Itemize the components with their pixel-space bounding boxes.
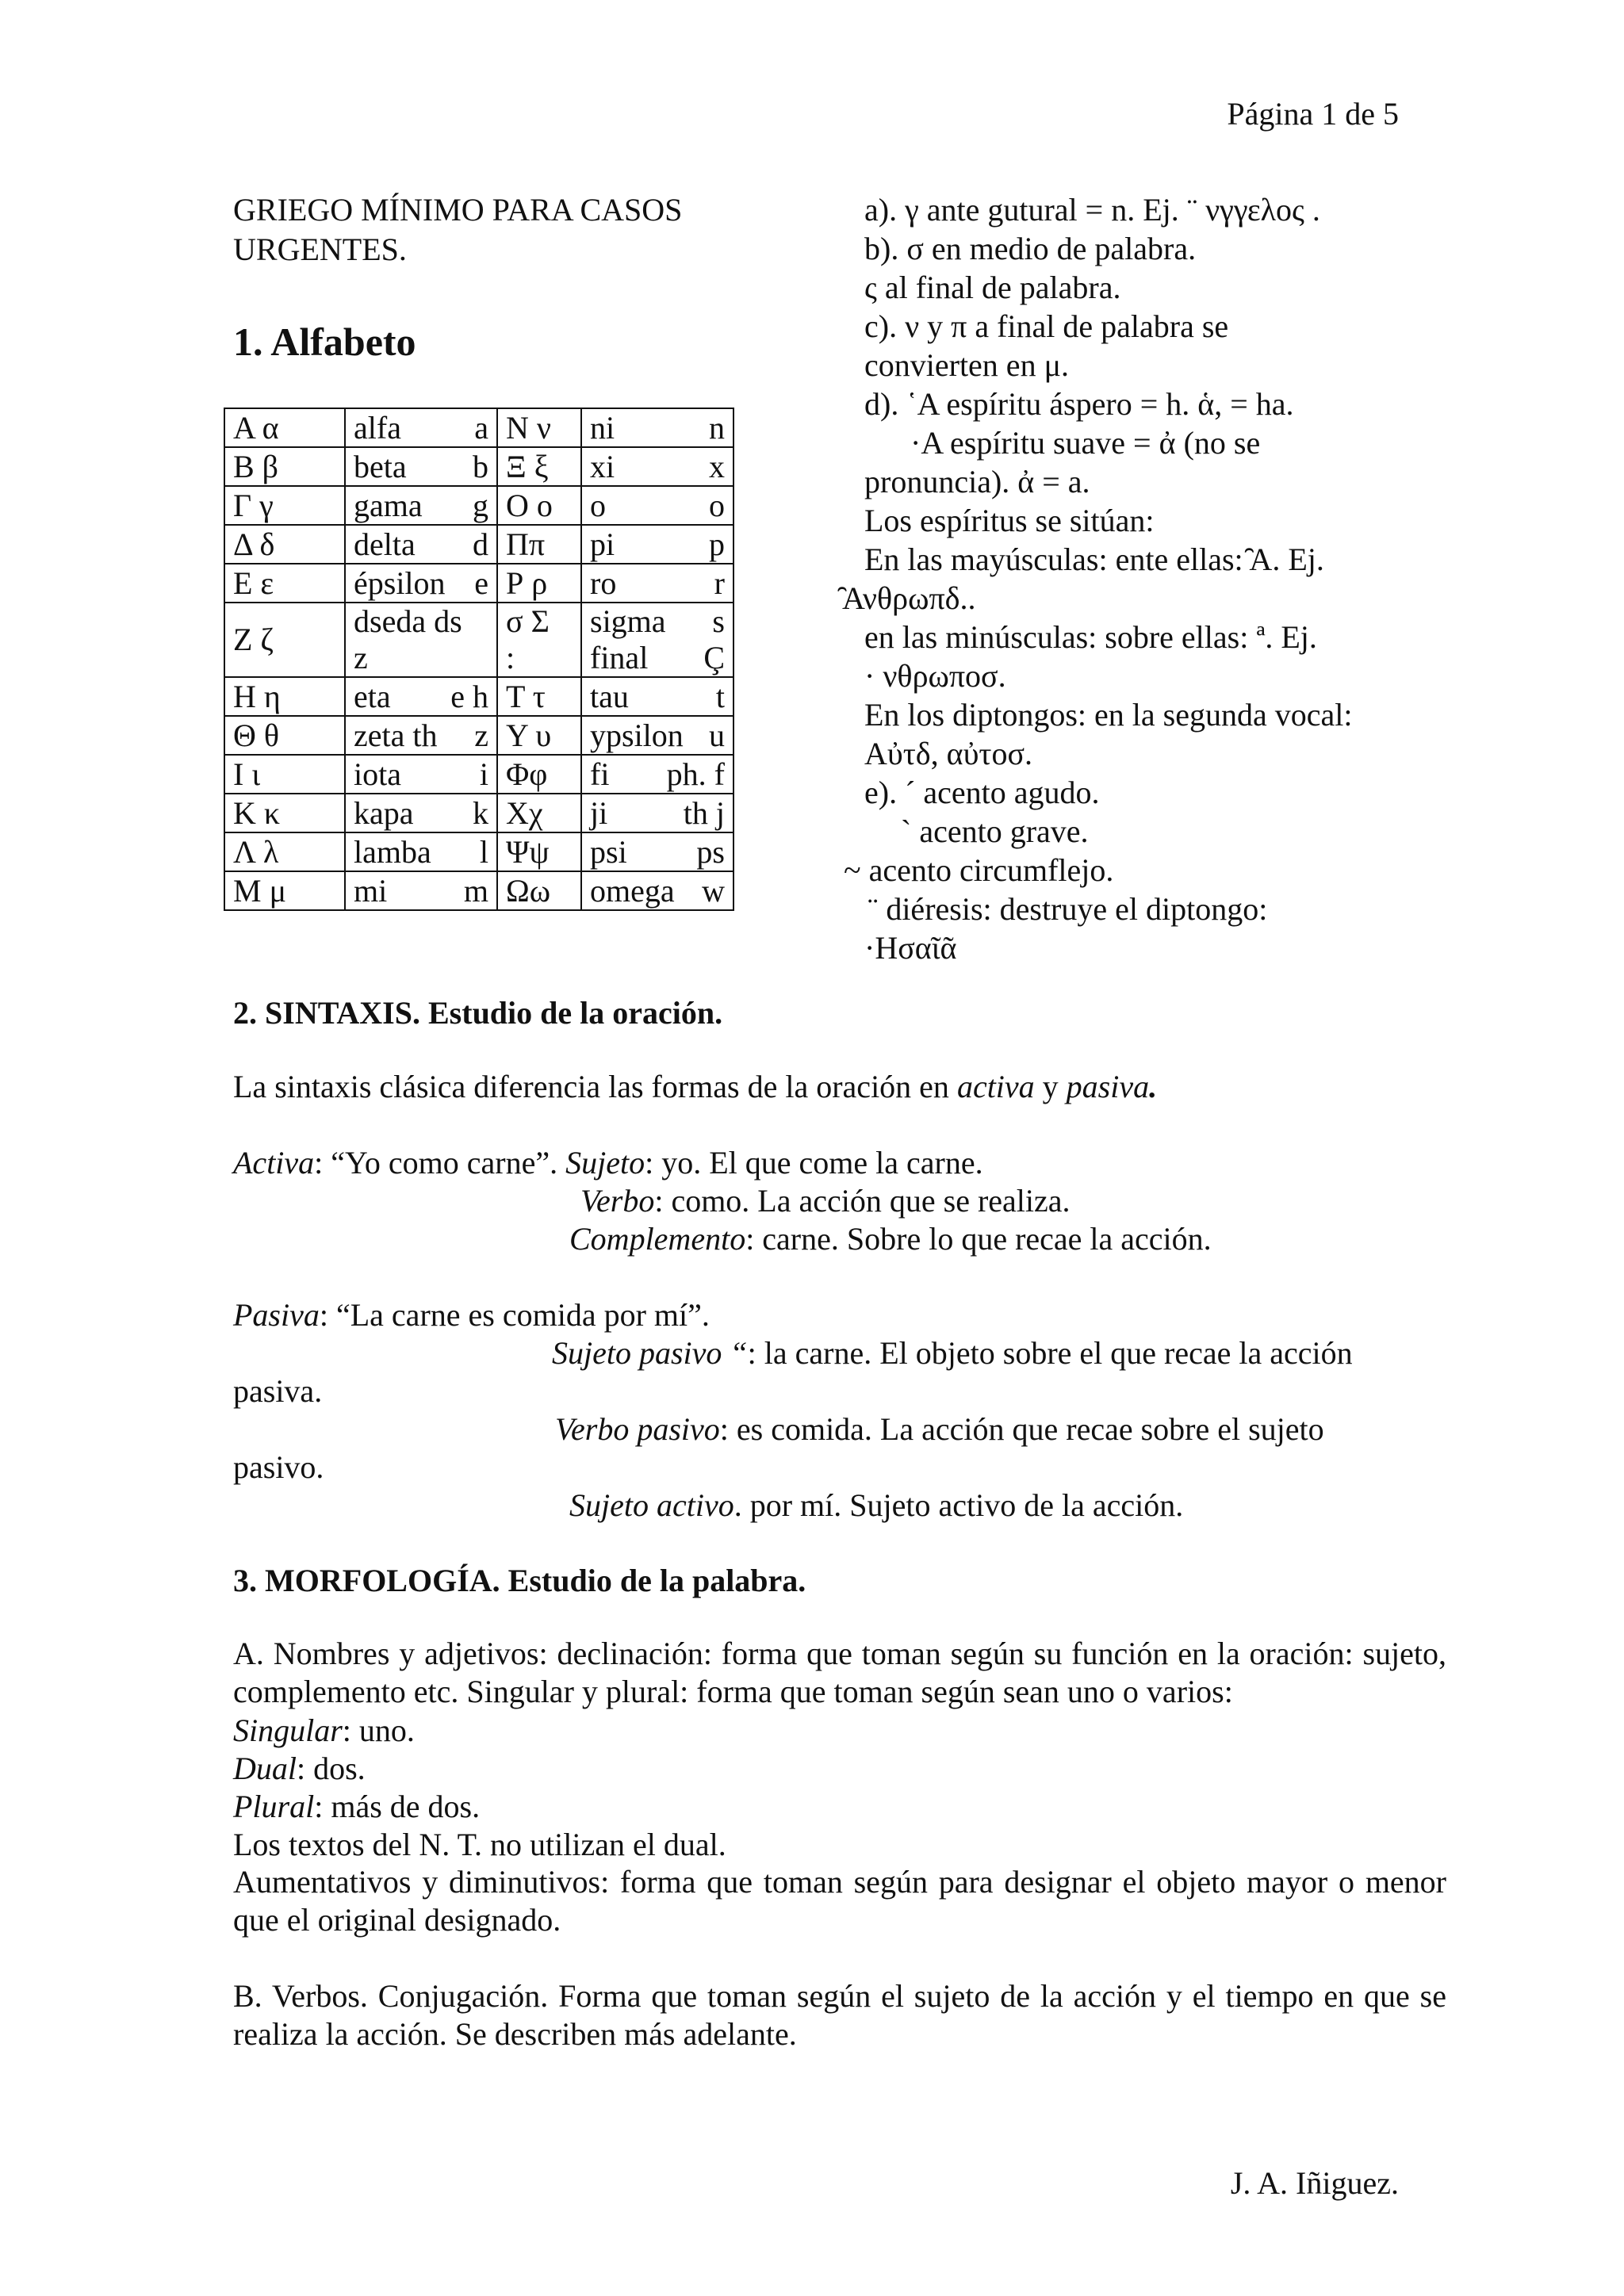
letter-name-cell: lamba l <box>345 832 497 871</box>
singular-line: Singular: uno. <box>233 1712 415 1748</box>
note-line: · νθρωποσ. <box>864 658 1006 694</box>
complemento-line: Complemento: carne. Sobre lo que recae la acción. <box>569 1221 1212 1257</box>
alphabet-row <box>224 677 733 716</box>
letter-name-cell: alfa a <box>345 408 497 447</box>
letter-name-cell: fi ph. f <box>581 755 733 794</box>
document-title <box>233 190 682 270</box>
notes-column <box>842 190 1353 967</box>
note-line: ·A espíritu suave = ἀ (no se <box>910 425 1261 461</box>
verbo-pasivo-line: Verbo pasivo: es comida. La acción que recae sobre el sujeto <box>555 1411 1324 1447</box>
letter-name-cell: pi p <box>581 525 733 564</box>
plural-line: Plural: más de dos. <box>233 1789 481 1824</box>
greek-letter-cell: Γ γ <box>224 486 345 525</box>
greek-letter-cell: Κ κ <box>224 794 345 832</box>
greek-letter-cell: Θ θ <box>224 716 345 755</box>
note-line: ̑Ανθρωπδ.. <box>842 580 976 616</box>
greek-letter-cell: Φφ <box>497 755 581 794</box>
greek-letter-cell: Λ λ <box>224 832 345 871</box>
title-line-1: GRIEGO MÍNIMO PARA CASOS <box>233 192 683 228</box>
activa-line: Activa: “Yo como carne”. Sujeto: yo. El que come la carne. <box>233 1145 983 1181</box>
greek-letter-cell: Ξ ξ <box>497 447 581 486</box>
letter-name-cell: mi m <box>345 871 497 910</box>
note-line: e). ´ acento agudo. <box>864 775 1100 810</box>
greek-letter-cell: Ρ ρ <box>497 564 581 603</box>
verbo-line: Verbo: como. La acción que se realiza. <box>580 1183 1071 1219</box>
sujeto-pasivo-line: Sujeto pasivo “: la carne. El objeto sobre el que recae la acción <box>552 1335 1353 1371</box>
title-line-2: URGENTES. <box>233 232 407 267</box>
letter-name-cell: gama g <box>345 486 497 525</box>
letter-name-cell: ji th j <box>581 794 733 832</box>
letter-name-cell: iota i <box>345 755 497 794</box>
note-line: ·Ησαῖᾶ <box>864 930 957 966</box>
greek-letter-cell: σ Σ : <box>497 603 581 677</box>
alphabet-row <box>224 564 733 603</box>
greek-letter-cell: Η η <box>224 677 345 716</box>
note-line: Los espíritus se sitúan: <box>864 503 1155 538</box>
pasiva-line: Pasiva: “La carne es comida por mí”. <box>233 1297 710 1333</box>
letter-name-cell: sigma s final Ç <box>581 603 733 677</box>
note-line: ~ acento circumflejo. <box>844 852 1114 888</box>
letter-name-cell: ypsilon u <box>581 716 733 755</box>
note-line: En los diptongos: en la segunda vocal: <box>864 697 1353 733</box>
morfologia-heading: 3. MORFOLOGÍA. Estudio de la palabra. <box>233 1563 806 1598</box>
alphabet-row <box>224 603 733 677</box>
letter-name-cell: épsilon e <box>345 564 497 603</box>
greek-letter-cell: Μ μ <box>224 871 345 910</box>
letter-name-cell: dseda ds z <box>345 603 497 677</box>
greek-letter-cell: Ι ι <box>224 755 345 794</box>
letter-name-cell: o o <box>581 486 733 525</box>
verbos-paragraph: B. Verbos. Conjugación. Forma que toman según el sujeto de la acción y el tiempo en que se realiza la acción. Se describen más adelante. <box>233 1978 1446 2052</box>
letter-name-cell: zeta th z <box>345 716 497 755</box>
sujeto-pasivo-cont: pasiva. <box>233 1373 323 1409</box>
note-line: ς al final de palabra. <box>864 270 1121 305</box>
letter-name-cell: omega w <box>581 871 733 910</box>
alphabet-row <box>224 755 733 794</box>
note-line: convierten en μ. <box>864 347 1070 383</box>
greek-letter-cell: Ωω <box>497 871 581 910</box>
aumentativos-paragraph: Aumentativos y diminutivos: forma que toman según para designar el objeto mayor o menor que el original designado. <box>233 1864 1446 1938</box>
greek-letter-cell: Ππ <box>497 525 581 564</box>
letter-name-cell: beta b <box>345 447 497 486</box>
note-line: b). σ en medio de palabra. <box>864 231 1197 266</box>
nt-dual-line: Los textos del N. T. no utilizan el dual. <box>233 1827 726 1862</box>
alphabet-row <box>224 408 733 447</box>
note-line: a). γ ante gutural = n. Ej. ¨ νγγελος . <box>864 192 1320 228</box>
alfabeto-heading: 1. Alfabeto <box>233 320 416 364</box>
note-line: Αὐτδ, αὐτοσ. <box>864 736 1033 771</box>
note-line: c). ν y π a final de palabra se <box>864 308 1229 344</box>
alphabet-row <box>224 525 733 564</box>
note-line: En las mayúsculas: ente ellas: ̑A. Ej. <box>864 541 1324 577</box>
greek-letter-cell: Ε ε <box>224 564 345 603</box>
greek-letter-cell: Δ δ <box>224 525 345 564</box>
alphabet-row <box>224 794 733 832</box>
alphabet-row <box>224 832 733 871</box>
alphabet-row <box>224 871 733 910</box>
greek-letter-cell: Ο ο <box>497 486 581 525</box>
greek-letter-cell: Ψψ <box>497 832 581 871</box>
letter-name-cell: kapa k <box>345 794 497 832</box>
greek-letter-cell: Ζ ζ <box>224 603 345 677</box>
letter-name-cell: ro r <box>581 564 733 603</box>
signature: J. A. Iñiguez. <box>1230 2165 1399 2201</box>
note-line: d). ῾A espíritu áspero = h. ἁ, = ha. <box>864 386 1294 422</box>
dual-line: Dual: dos. <box>233 1751 366 1786</box>
letter-name-cell: psi ps <box>581 832 733 871</box>
sintaxis-heading: 2. SINTAXIS. Estudio de la oración. <box>233 995 723 1031</box>
greek-letter-cell: Χχ <box>497 794 581 832</box>
alphabet-row <box>224 486 733 525</box>
note-line: ¨ diéresis: destruye el diptongo: <box>868 891 1268 927</box>
greek-letter-cell: Α α <box>224 408 345 447</box>
greek-letter-cell: Ν ν <box>497 408 581 447</box>
verbo-pasivo-cont: pasivo. <box>233 1449 324 1485</box>
greek-letter-cell: Β β <box>224 447 345 486</box>
sujeto-activo-line: Sujeto activo. por mí. Sujeto activo de la acción. <box>569 1487 1184 1523</box>
alphabet-row <box>224 716 733 755</box>
greek-letter-cell: Τ τ <box>497 677 581 716</box>
letter-name-cell: ni n <box>581 408 733 447</box>
greek-letter-cell: Υ υ <box>497 716 581 755</box>
letter-name-cell: eta e h <box>345 677 497 716</box>
sintaxis-intro: La sintaxis clásica diferencia las formas de la oración en activa y pasiva. <box>233 1069 1158 1104</box>
letter-name-cell: tau t <box>581 677 733 716</box>
note-line: ` acento grave. <box>901 813 1089 849</box>
nombres-paragraph: A. Nombres y adjetivos: declinación: forma que toman según su función en la oración: sujeto, complemento etc. Singular y plural: forma que toman según sean uno o varios: <box>233 1636 1446 1709</box>
letter-name-cell: delta d <box>345 525 497 564</box>
note-line: pronuncia). ἀ = a. <box>864 464 1090 499</box>
letter-name-cell: xi x <box>581 447 733 486</box>
page-number: Página 1 de 5 <box>1227 96 1399 132</box>
alphabet-table <box>224 408 734 911</box>
alphabet-row <box>224 447 733 486</box>
note-line: en las minúsculas: sobre ellas: ª. Ej. <box>864 619 1317 655</box>
